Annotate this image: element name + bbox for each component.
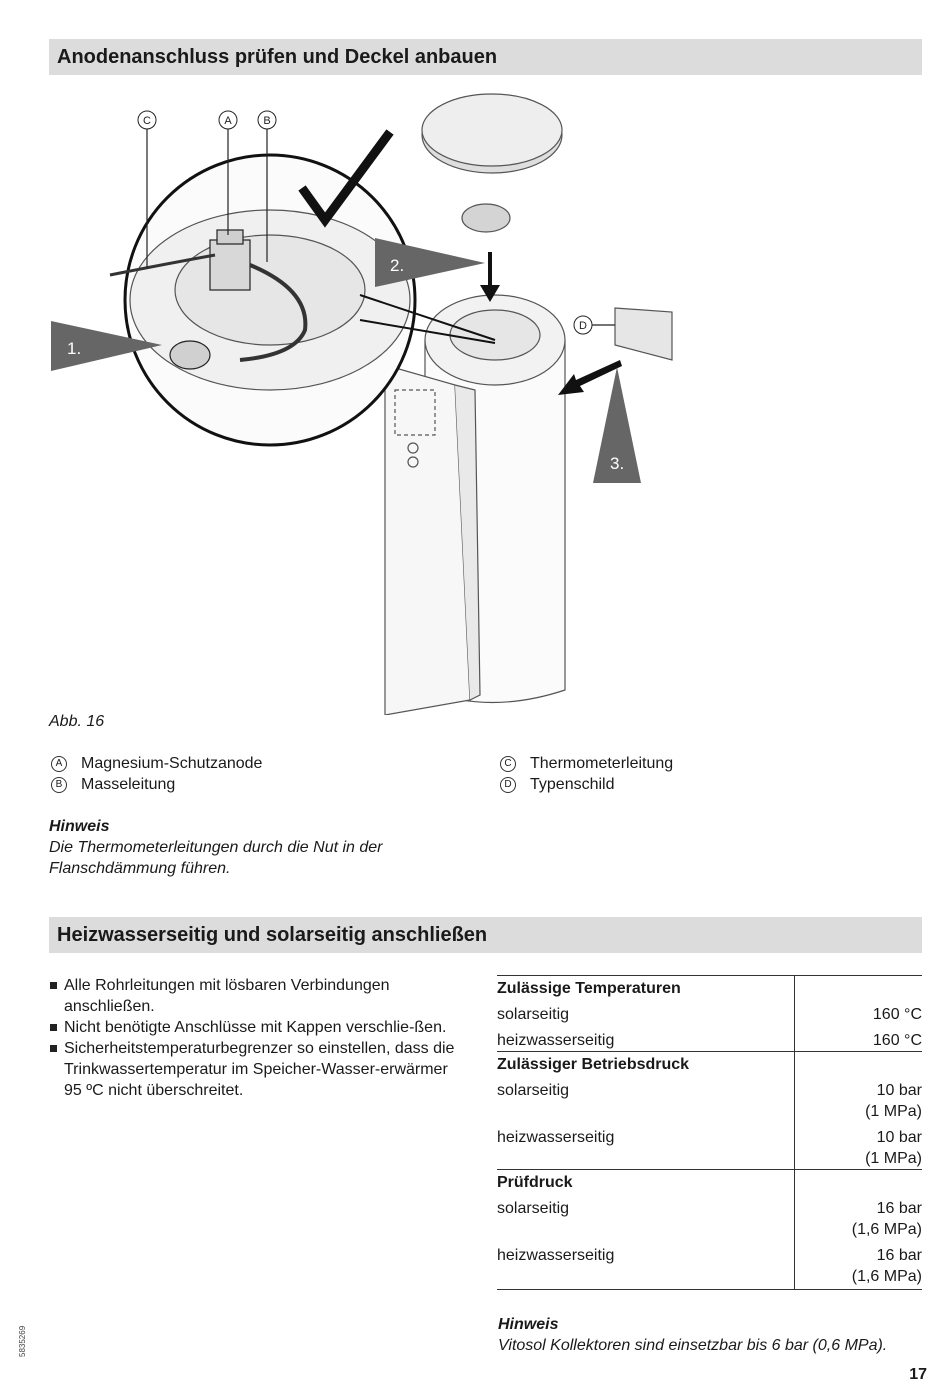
legend-text: Masseleitung: [81, 776, 176, 793]
step-2-label: 2.: [390, 256, 405, 275]
table-row: solarseitig 10 bar (1 MPa): [497, 1075, 922, 1122]
legend-item-a: [51, 753, 262, 774]
section-heading-connect: Heizwasserseitig und solarseitig anschließen: [49, 917, 922, 953]
legend-text: Magnesium-Schutzanode: [81, 755, 263, 772]
instruction-list: [49, 975, 469, 1101]
note-title: Hinweis: [49, 818, 110, 835]
note-text: Die Thermometerleitungen durch die Nut in der Flanschdämmung führen.: [49, 839, 383, 877]
table-row: solarseitig 160 °C: [497, 999, 922, 1025]
value-bar: 10 bar: [876, 1082, 922, 1099]
note-text: Vitosol Kollektoren sind einsetzbar bis 6 bar (0,6 MPa).: [498, 1337, 888, 1354]
legend-letter: A: [51, 756, 67, 772]
legend-letter: B: [51, 777, 67, 793]
value-mpa: (1 MPa): [865, 1103, 922, 1120]
legend-item-b: [51, 774, 175, 795]
specs-table: [497, 975, 922, 1290]
installation-illustration: [40, 90, 700, 715]
figure-caption: Abb. 16: [49, 713, 105, 730]
legend-letter: C: [500, 756, 516, 772]
table-row: heizwasserseitig 160 °C: [497, 1025, 922, 1052]
section-heading-anode: Anodenanschluss prüfen und Deckel anbauen: [49, 39, 922, 75]
value-mpa: (1,6 MPa): [851, 1268, 922, 1285]
legend-text: Typenschild: [530, 776, 615, 793]
table-section-header: Zulässiger Betriebsdruck: [497, 1052, 922, 1076]
value-mpa: (1 MPa): [865, 1150, 922, 1167]
list-item: Sicherheitstemperaturbegrenzer so einstellen, dass die Trinkwassertemperatur im Speicher-Wasser-erwärmer 95 ºC nicht überschreitet.: [49, 1038, 469, 1101]
plug-icon: [462, 204, 510, 232]
table-row: solarseitig 16 bar (1,6 MPa): [497, 1193, 922, 1240]
document-number: 5835269: [18, 1325, 27, 1357]
step-3-label: 3.: [610, 454, 625, 473]
list-item: Alle Rohrleitungen mit lösbaren Verbindungen anschließen.: [49, 975, 469, 1017]
note-thermometer: [49, 816, 469, 879]
callout-b: B: [263, 115, 271, 127]
legend-item-d: [500, 774, 615, 795]
value-bar: 16 bar: [876, 1247, 922, 1264]
callout-d: D: [579, 320, 587, 332]
callout-c: C: [143, 115, 151, 127]
value-mpa: (1,6 MPa): [851, 1221, 922, 1238]
table-row: heizwasserseitig 10 bar (1 MPa): [497, 1122, 922, 1170]
type-plate: [615, 308, 672, 360]
page-number: 17: [909, 1366, 927, 1383]
table-section-header: Prüfdruck: [497, 1170, 922, 1194]
legend-text: Thermometerleitung: [530, 755, 674, 772]
note-title: Hinweis: [498, 1316, 559, 1333]
value-bar: 16 bar: [876, 1200, 922, 1217]
step-1-label: 1.: [67, 339, 82, 358]
note-vitosol: [498, 1314, 887, 1356]
list-item: Nicht benötigte Anschlüsse mit Kappen verschlie-ßen.: [49, 1017, 469, 1038]
table-section-header: Zulässige Temperaturen: [497, 976, 922, 1000]
legend-letter: D: [500, 777, 516, 793]
value-bar: 10 bar: [876, 1129, 922, 1146]
callout-a: A: [224, 115, 232, 127]
table-row: heizwasserseitig 16 bar (1,6 MPa): [497, 1240, 922, 1290]
legend-item-c: [500, 753, 673, 774]
